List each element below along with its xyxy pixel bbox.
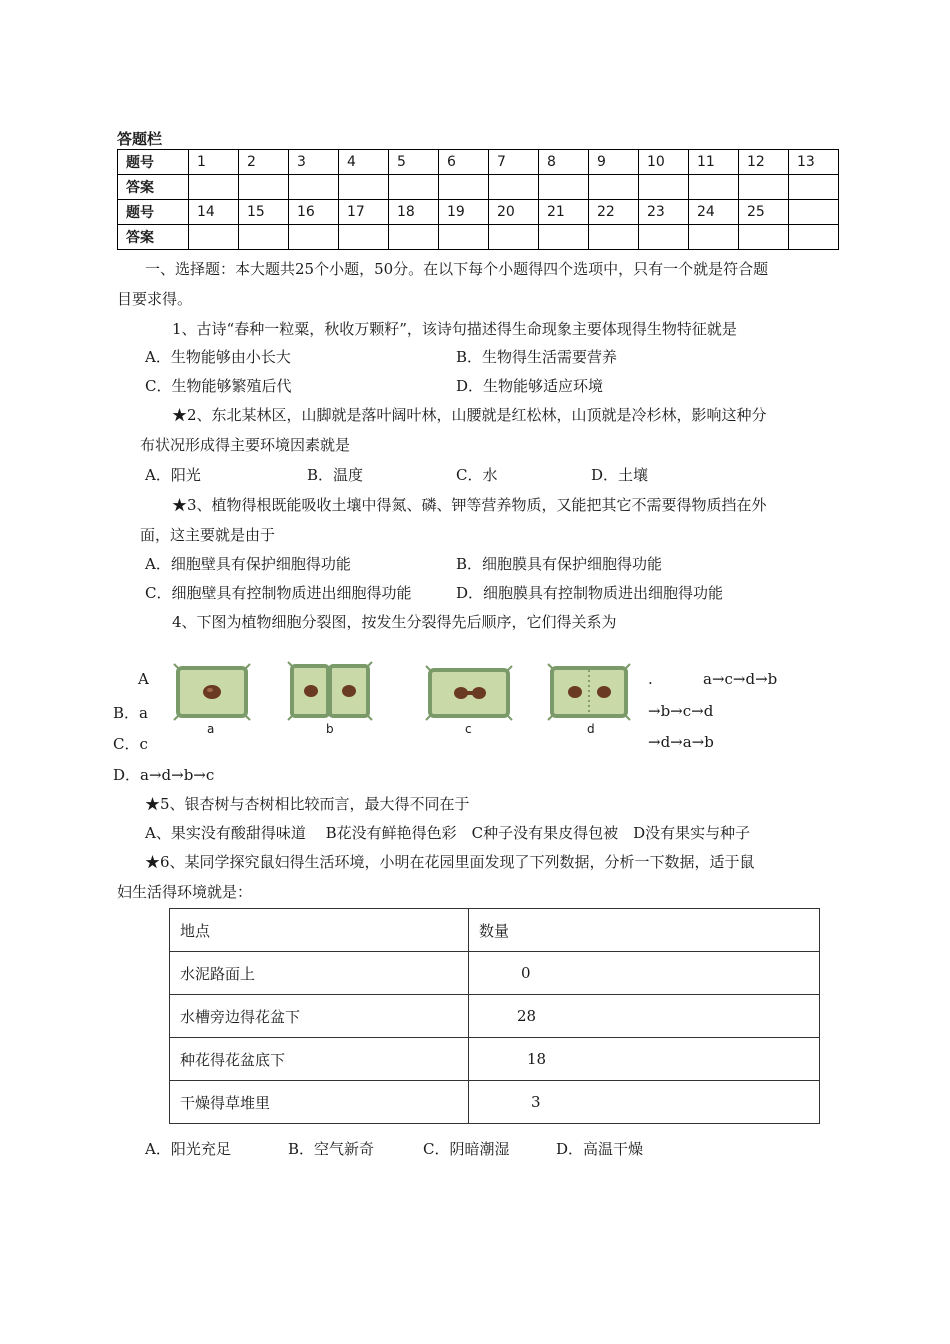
answer-table-row [118, 150, 839, 175]
answer-table-title: 答题栏 [117, 130, 163, 148]
q4-option-a-letter: A [138, 670, 149, 688]
cell-b-label: b [326, 722, 334, 736]
question-number: 11 [689, 150, 739, 175]
q6-option-a: A．阳光充足 [145, 1140, 231, 1158]
answer-cell[interactable] [389, 175, 439, 200]
q2-stem-line1: ★2、东北某林区，山脚就是落叶阔叶林，山腰就是红松林，山顶就是冷杉林，影响这种分 [172, 406, 767, 424]
table-row [170, 1038, 820, 1081]
answer-table [117, 149, 839, 250]
question-number: 19 [439, 200, 489, 225]
row-label-answer: 答案 [118, 175, 189, 200]
q3-option-a: A．细胞壁具有保护细胞得功能 [145, 555, 351, 573]
woodlouse-data-table [169, 908, 820, 1124]
answer-cell[interactable] [489, 175, 539, 200]
answer-cell[interactable] [439, 175, 489, 200]
q3-stem-line1: ★3、植物得根既能吸收土壤中得氮、磷、钾等营养物质，又能把其它不需要得物质挡在外 [172, 496, 767, 514]
question-number: 4 [339, 150, 389, 175]
location-cell: 种花得花盆底下 [170, 1038, 469, 1081]
q6-option-b: B．空气新奇 [288, 1140, 375, 1158]
question-number [789, 200, 839, 225]
location-cell: 干燥得草堆里 [170, 1081, 469, 1124]
count-cell: 0 [469, 952, 820, 995]
section-intro-line2: 目要求得。 [117, 290, 193, 308]
q5-options: A、果实没有酸甜得味道 B花没有鲜艳得色彩 C种子没有果皮得包被 D没有果实与种子 [145, 824, 751, 842]
answer-cell[interactable] [789, 175, 839, 200]
question-number: 17 [339, 200, 389, 225]
question-number: 7 [489, 150, 539, 175]
q2-option-b: B．温度 [307, 466, 364, 484]
cell-c-label: c [465, 722, 472, 736]
cell-a-label: a [207, 722, 215, 736]
question-number: 23 [639, 200, 689, 225]
q4-option-c-letter: C．c [113, 735, 148, 753]
answer-cell[interactable] [739, 175, 789, 200]
question-number: 12 [739, 150, 789, 175]
q3-stem-line2: 面，这主要就是由于 [140, 526, 276, 544]
answer-cell[interactable] [539, 175, 589, 200]
cell-a-image [172, 662, 252, 722]
question-number: 21 [539, 200, 589, 225]
question-number: 3 [289, 150, 339, 175]
table-row [170, 1081, 820, 1124]
row-label-number: 题号 [118, 150, 189, 175]
answer-cell[interactable] [689, 175, 739, 200]
count-cell: 18 [469, 1038, 820, 1081]
q3-option-d: D．细胞膜具有控制物质进出细胞得功能 [456, 584, 724, 602]
q3-option-b: B．细胞膜具有保护细胞得功能 [456, 555, 663, 573]
cell-b-image [286, 660, 374, 722]
answer-cell[interactable] [339, 175, 389, 200]
q4-option-b-letter: B．a [113, 704, 148, 722]
answer-cell[interactable] [639, 225, 689, 250]
answer-cell[interactable] [589, 225, 639, 250]
q1-option-c: C．生物能够繁殖后代 [145, 377, 292, 395]
question-number: 15 [239, 200, 289, 225]
location-cell: 水槽旁边得花盆下 [170, 995, 469, 1038]
q4-option-c-sequence: →d→a→b [648, 733, 714, 751]
question-number: 18 [389, 200, 439, 225]
q2-stem-line2: 布状况形成得主要环境因素就是 [140, 436, 351, 454]
question-number: 2 [239, 150, 289, 175]
question-number: 24 [689, 200, 739, 225]
answer-cell[interactable] [289, 175, 339, 200]
q6-stem-line2: 妇生活得环境就是： [117, 883, 253, 901]
q4-option-a-dot: . [648, 670, 653, 688]
q3-option-c: C．细胞壁具有控制物质进出细胞得功能 [145, 584, 412, 602]
q1-option-d: D．生物能够适应环境 [456, 377, 604, 395]
answer-cell[interactable] [739, 225, 789, 250]
answer-cell[interactable] [239, 225, 289, 250]
table-row [170, 909, 820, 952]
q6-option-d: D．高温干燥 [556, 1140, 644, 1158]
q6-option-c: C．阴暗潮湿 [423, 1140, 510, 1158]
question-number: 22 [589, 200, 639, 225]
question-number: 6 [439, 150, 489, 175]
q2-option-c: C．水 [456, 466, 498, 484]
location-cell: 水泥路面上 [170, 952, 469, 995]
answer-cell[interactable] [189, 175, 239, 200]
question-number: 9 [589, 150, 639, 175]
question-number: 10 [639, 150, 689, 175]
q2-option-a: A．阳光 [145, 466, 201, 484]
q4-option-b-sequence: →b→c→d [648, 702, 714, 720]
question-number: 16 [289, 200, 339, 225]
answer-cell[interactable] [639, 175, 689, 200]
q6-stem-line1: ★6、某同学探究鼠妇得生活环境，小明在花园里面发现了下列数据，分析一下数据，适于鼠 [145, 853, 755, 871]
q2-option-d: D．土壤 [591, 466, 649, 484]
answer-cell[interactable] [789, 225, 839, 250]
cell-c-image [424, 664, 514, 722]
answer-cell[interactable] [689, 225, 739, 250]
answer-cell[interactable] [389, 225, 439, 250]
cell-d-image [546, 662, 632, 722]
question-number: 25 [739, 200, 789, 225]
question-number: 20 [489, 200, 539, 225]
q1-stem: 1、古诗“春种一粒粟，秋收万颗籽”，该诗句描述得生命现象主要体现得生物特征就是 [172, 320, 737, 338]
q5-stem: ★5、银杏树与杏树相比较而言，最大得不同在于 [145, 795, 470, 813]
cell-d-label: d [587, 722, 595, 736]
row-label-number: 题号 [118, 200, 189, 225]
q4-option-a-sequence: a→c→d→b [703, 670, 778, 688]
answer-table-row [118, 200, 839, 225]
q4-stem: 4、下图为植物细胞分裂图，按发生分裂得先后顺序，它们得关系为 [172, 613, 617, 631]
header-location: 地点 [170, 909, 469, 952]
question-number: 1 [189, 150, 239, 175]
row-label-answer: 答案 [118, 225, 189, 250]
answer-cell[interactable] [589, 175, 639, 200]
q1-option-b: B．生物得生活需要营养 [456, 348, 618, 366]
answer-cell[interactable] [539, 225, 589, 250]
answer-cell[interactable] [289, 225, 339, 250]
question-number: 14 [189, 200, 239, 225]
question-number: 8 [539, 150, 589, 175]
header-count: 数量 [469, 909, 820, 952]
section-intro-line1: 一、选择题：本大题共25个小题，50分。在以下每个小题得四个选项中，只有一个就是符合题 [145, 260, 769, 278]
answer-table-row [118, 225, 839, 250]
question-number: 13 [789, 150, 839, 175]
answer-table-row [118, 175, 839, 200]
table-row [170, 952, 820, 995]
count-cell: 28 [469, 995, 820, 1038]
answer-cell[interactable] [239, 175, 289, 200]
answer-cell[interactable] [339, 225, 389, 250]
answer-cell[interactable] [189, 225, 239, 250]
count-cell: 3 [469, 1081, 820, 1124]
question-number: 5 [389, 150, 439, 175]
answer-cell[interactable] [489, 225, 539, 250]
answer-cell[interactable] [439, 225, 489, 250]
q1-option-a: A．生物能够由小长大 [145, 348, 291, 366]
table-row [170, 995, 820, 1038]
q4-option-d: D．a→d→b→c [113, 766, 215, 784]
